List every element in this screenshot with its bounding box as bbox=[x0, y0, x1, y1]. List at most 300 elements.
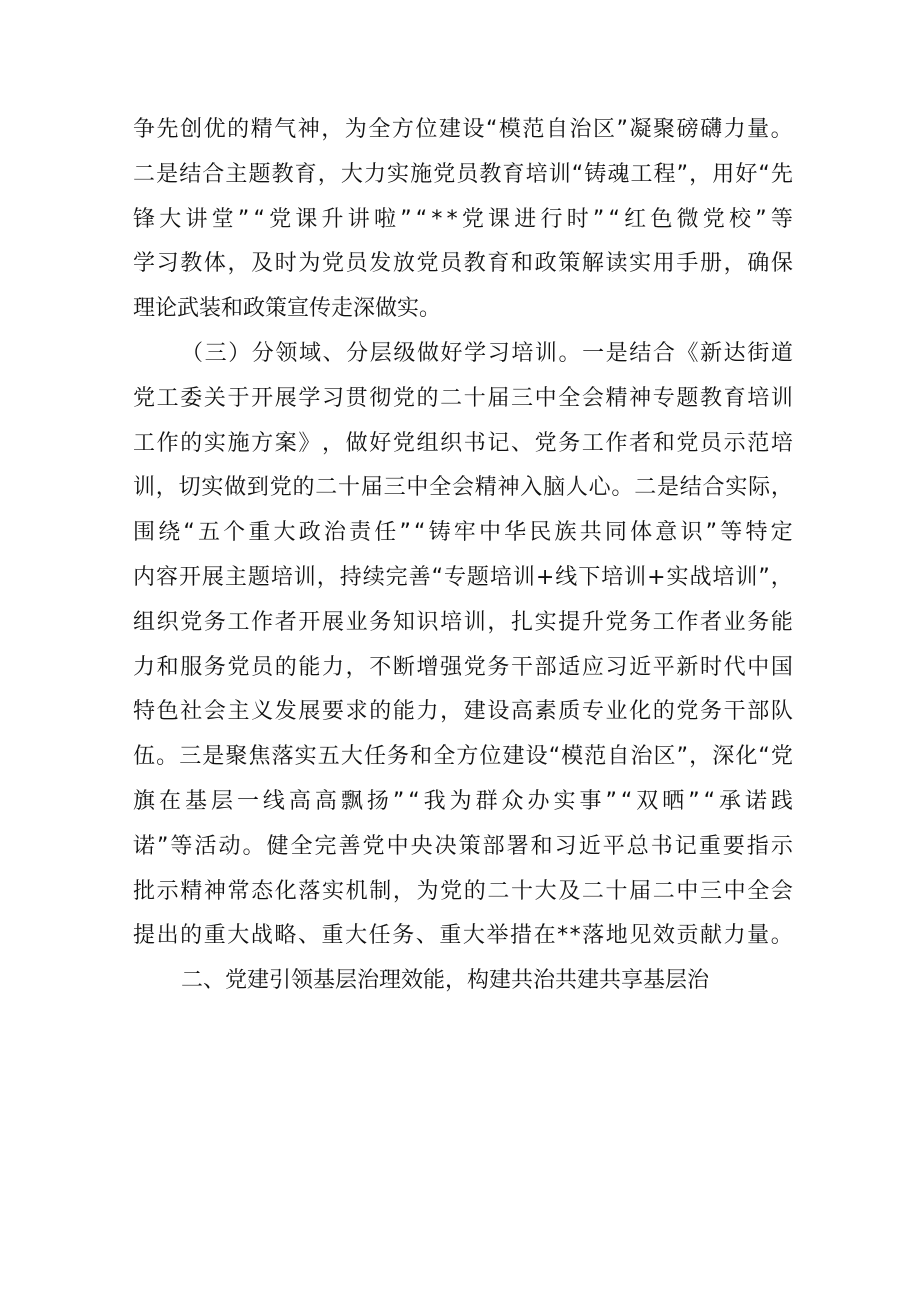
text-char: 实 bbox=[387, 161, 410, 187]
text-char: 任 bbox=[363, 744, 386, 770]
text-char: 培 bbox=[489, 564, 512, 590]
text-char: 讲 bbox=[185, 206, 208, 232]
text-char: 全 bbox=[747, 878, 770, 904]
text-char: 精 bbox=[180, 878, 203, 904]
text-char: 员 bbox=[440, 251, 463, 277]
text-char: “ bbox=[548, 744, 561, 770]
text-char: 做 bbox=[416, 340, 439, 366]
text-char: 任 bbox=[368, 923, 391, 949]
text-char: 育 bbox=[294, 161, 317, 187]
text-char: 三 bbox=[179, 744, 202, 770]
text-char: 活 bbox=[194, 833, 217, 859]
text-char: 党 bbox=[392, 385, 415, 411]
text-char: 级 bbox=[393, 340, 416, 366]
text-char: 质 bbox=[558, 699, 581, 725]
text-char: 方 bbox=[251, 430, 274, 456]
text-char: 教 bbox=[180, 251, 203, 277]
text-char: 诺 bbox=[744, 788, 767, 814]
text-char: 和 bbox=[652, 430, 675, 456]
text-line bbox=[133, 198, 793, 243]
text-char: 大 bbox=[340, 744, 363, 770]
text-char: 十 bbox=[338, 475, 361, 501]
text-char: 全 bbox=[558, 385, 581, 411]
text-char: 届 bbox=[629, 878, 652, 904]
text-char: 业 bbox=[605, 699, 628, 725]
text-char: 色 bbox=[156, 699, 179, 725]
text-char: 共 bbox=[579, 520, 602, 546]
text-char: 心 bbox=[588, 475, 611, 501]
text-char: 书 bbox=[650, 833, 673, 859]
text-char: 工 bbox=[630, 161, 653, 187]
text-char: 铸 bbox=[584, 161, 607, 187]
text-char: 续 bbox=[362, 564, 385, 590]
text-char: 、 bbox=[511, 430, 534, 456]
text-char: “ bbox=[758, 744, 770, 770]
text-char: 主 bbox=[227, 699, 250, 725]
text-char: 的 bbox=[463, 878, 486, 904]
text-char: 先 bbox=[770, 161, 793, 187]
text-char: 课 bbox=[295, 206, 318, 232]
text-char: “ bbox=[431, 564, 443, 590]
text-char: 关 bbox=[203, 385, 226, 411]
text-char: 业 bbox=[723, 609, 746, 635]
text-char: ， bbox=[689, 161, 712, 187]
text-char: 展 bbox=[298, 699, 321, 725]
text-char: ， bbox=[440, 699, 463, 725]
text-char: 扎 bbox=[511, 609, 534, 635]
text-char: 员 bbox=[345, 251, 368, 277]
text-char: 大 bbox=[345, 923, 368, 949]
text-char: 诺 bbox=[133, 833, 156, 859]
text-char: ” bbox=[592, 206, 605, 232]
text-char: 服 bbox=[180, 654, 203, 680]
text-char: 案 bbox=[274, 430, 297, 456]
text-char: 开 bbox=[251, 385, 274, 411]
text-char: 在 bbox=[158, 788, 181, 814]
text-char: 特 bbox=[133, 699, 156, 725]
text-char: “ bbox=[253, 206, 265, 232]
text-char: 题 bbox=[466, 564, 489, 590]
text-char: 保 bbox=[770, 251, 793, 277]
text-char: * bbox=[431, 206, 443, 232]
text-line bbox=[133, 242, 793, 287]
text-char: 育 bbox=[502, 161, 525, 187]
text-char: 讲 bbox=[347, 206, 370, 232]
text-char: 十 bbox=[463, 385, 486, 411]
text-char: 施 bbox=[227, 430, 250, 456]
text-char: 健 bbox=[266, 833, 289, 859]
text-char: 方 bbox=[456, 744, 479, 770]
text-char: ” bbox=[392, 788, 405, 814]
text-char: 训 bbox=[293, 564, 316, 590]
text-char: 党 bbox=[416, 251, 439, 277]
text-char: 用 bbox=[712, 161, 735, 187]
text-char: 事 bbox=[579, 788, 602, 814]
text-run: 二、党建引领基层治理效能，构建共治共建共享基层治 bbox=[181, 968, 710, 994]
text-char: 。 bbox=[611, 475, 634, 501]
text-char: 特 bbox=[745, 520, 768, 546]
text-char: 实 bbox=[294, 744, 317, 770]
text-char: 干 bbox=[723, 699, 746, 725]
text-char: 好 bbox=[369, 430, 392, 456]
text-char: 员 bbox=[251, 654, 274, 680]
text-char: 会 bbox=[203, 699, 226, 725]
text-char: 线 bbox=[555, 564, 578, 590]
section-heading-line bbox=[133, 332, 793, 377]
text-char: 位 bbox=[415, 117, 438, 142]
text-char: 神 bbox=[297, 117, 320, 142]
text-char: 届 bbox=[487, 385, 510, 411]
text-char: 围 bbox=[133, 520, 156, 546]
text-char: 力 bbox=[416, 699, 439, 725]
text-char: 等 bbox=[770, 206, 793, 232]
text-char: ， bbox=[321, 117, 344, 142]
text-char: 习 bbox=[322, 385, 345, 411]
text-char: 党 bbox=[770, 744, 793, 770]
text-char: 磅 bbox=[676, 117, 699, 142]
text-char: 贡 bbox=[676, 923, 699, 949]
text-char: 域 bbox=[298, 340, 321, 366]
text-char: 治 bbox=[630, 744, 653, 770]
text-char: 及 bbox=[558, 878, 581, 904]
text-char: 五 bbox=[317, 744, 340, 770]
text-char: 确 bbox=[747, 251, 770, 277]
text-char: 中 bbox=[386, 833, 409, 859]
text-char: 提 bbox=[558, 609, 581, 635]
text-char: 精 bbox=[474, 475, 497, 501]
text-char: ” bbox=[676, 744, 689, 770]
text-char: 聚 bbox=[225, 744, 248, 770]
text-char: 持 bbox=[339, 564, 362, 590]
text-char: 用 bbox=[652, 251, 675, 277]
text-char: “ bbox=[703, 788, 715, 814]
text-char: 为 bbox=[416, 878, 439, 904]
text-char: 实 bbox=[629, 251, 652, 277]
text-char: 色 bbox=[650, 206, 673, 232]
text-char: ” bbox=[157, 833, 169, 859]
text-char: 能 bbox=[298, 654, 321, 680]
text-char: 、 bbox=[322, 340, 345, 366]
text-char: 内 bbox=[133, 564, 156, 590]
text-char: + bbox=[647, 564, 666, 590]
text-char: 适 bbox=[558, 654, 581, 680]
text-char: 升 bbox=[581, 609, 604, 635]
text-line bbox=[133, 466, 793, 511]
text-char: 断 bbox=[392, 654, 415, 680]
text-char: 总 bbox=[626, 833, 649, 859]
text-char: 培 bbox=[770, 430, 793, 456]
text-line bbox=[133, 377, 793, 422]
text-char: 中 bbox=[534, 385, 557, 411]
text-char: 学 bbox=[298, 385, 321, 411]
text-char: 识 bbox=[416, 609, 439, 635]
text-char: 培 bbox=[511, 340, 534, 366]
text-char: 织 bbox=[156, 609, 179, 635]
text-char: 工 bbox=[133, 430, 156, 456]
text-char: 的 bbox=[180, 923, 203, 949]
text-char: ， bbox=[155, 475, 178, 501]
text-char: 三 bbox=[383, 475, 406, 501]
text-char: 重 bbox=[698, 833, 721, 859]
text-char: 实 bbox=[666, 564, 689, 590]
text-line bbox=[133, 690, 793, 735]
text-char: ” bbox=[676, 161, 689, 187]
text-char: 扬 bbox=[366, 788, 389, 814]
text-char: 效 bbox=[652, 923, 675, 949]
text-char: 地 bbox=[605, 923, 628, 949]
text-char: 工 bbox=[227, 609, 250, 635]
text-char: 放 bbox=[392, 251, 415, 277]
text-char: 的 bbox=[369, 699, 392, 725]
text-char: ， bbox=[345, 654, 368, 680]
text-char: 党 bbox=[392, 430, 415, 456]
text-char: 的 bbox=[274, 654, 297, 680]
text-char: 脑 bbox=[543, 475, 566, 501]
text-char: 凝 bbox=[629, 117, 652, 142]
text-char: 要 bbox=[322, 699, 345, 725]
text-char: 等 bbox=[720, 520, 743, 546]
text-char: 的 bbox=[292, 475, 315, 501]
text-char: 道 bbox=[770, 340, 793, 366]
text-char: 合 bbox=[652, 340, 675, 366]
text-char: ” bbox=[399, 520, 411, 546]
text-char: 合 bbox=[202, 161, 225, 187]
text-char: 务 bbox=[369, 609, 392, 635]
text-char: 建 bbox=[438, 117, 461, 142]
text-char: 措 bbox=[510, 923, 533, 949]
text-char: 一 bbox=[582, 340, 605, 366]
text-char: 实 bbox=[553, 788, 576, 814]
text-char: 务 bbox=[629, 609, 652, 635]
text-char: 三 bbox=[511, 385, 534, 411]
text-char: 同 bbox=[604, 520, 627, 546]
text-char: 学 bbox=[464, 340, 487, 366]
text-char: 程 bbox=[653, 161, 676, 187]
text-run: 理论武装和政策宣传走深做实。 bbox=[133, 296, 442, 322]
text-char: 神 bbox=[629, 385, 652, 411]
text-char: 略 bbox=[274, 923, 297, 949]
text-char: 学 bbox=[133, 251, 156, 277]
text-char: 二 bbox=[133, 161, 156, 187]
text-char: 。 bbox=[770, 923, 793, 949]
text-char: 牢 bbox=[453, 520, 476, 546]
text-char: 力 bbox=[363, 161, 386, 187]
text-char: 族 bbox=[554, 520, 577, 546]
text-char: 中 bbox=[676, 878, 699, 904]
text-char: 强 bbox=[440, 654, 463, 680]
text-char: 做 bbox=[345, 430, 368, 456]
text-char: * bbox=[446, 206, 458, 232]
text-char: 校 bbox=[729, 206, 752, 232]
text-line bbox=[133, 153, 793, 198]
text-char: 题 bbox=[247, 564, 270, 590]
text-char: 层 bbox=[210, 788, 233, 814]
text-char: 先 bbox=[156, 117, 179, 142]
text-char: 会 bbox=[770, 878, 793, 904]
text-char: “ bbox=[414, 520, 426, 546]
text-char: 为 bbox=[344, 117, 367, 142]
text-char: ， bbox=[316, 564, 339, 590]
text-char: 大 bbox=[159, 206, 182, 232]
text-char: 设 bbox=[525, 744, 548, 770]
text-char: 大 bbox=[340, 161, 363, 187]
text-char: 位 bbox=[479, 744, 502, 770]
text-char: 完 bbox=[385, 564, 408, 590]
text-line bbox=[133, 735, 793, 780]
text-char: 专 bbox=[581, 699, 604, 725]
text-char: 结 bbox=[179, 161, 202, 187]
text-char: 好 bbox=[735, 161, 758, 187]
text-char: 者 bbox=[629, 430, 652, 456]
text-char: 的 bbox=[652, 699, 675, 725]
text-char: 责 bbox=[349, 520, 372, 546]
text-char: 大 bbox=[227, 923, 250, 949]
text-char: 是 bbox=[605, 340, 628, 366]
text-char: 量 bbox=[747, 923, 770, 949]
text-char: 线 bbox=[262, 788, 285, 814]
text-char: 动 bbox=[218, 833, 241, 859]
text-char: 力 bbox=[133, 654, 156, 680]
text-char: 制 bbox=[369, 878, 392, 904]
text-char: 落 bbox=[271, 744, 294, 770]
text-char: 做 bbox=[224, 475, 247, 501]
text-char: 完 bbox=[314, 833, 337, 859]
text-char: 党 bbox=[702, 206, 725, 232]
text-char: 为 bbox=[298, 251, 321, 277]
text-char: ， bbox=[770, 475, 793, 501]
text-char: 策 bbox=[458, 833, 481, 859]
text-char: 机 bbox=[345, 878, 368, 904]
text-char: 央 bbox=[410, 833, 433, 859]
text-char: 务 bbox=[487, 654, 510, 680]
text-char: 务 bbox=[392, 923, 415, 949]
text-char: 训 bbox=[512, 564, 535, 590]
text-char: 重 bbox=[321, 923, 344, 949]
text-char: 化 bbox=[629, 699, 652, 725]
text-char: 训 bbox=[624, 564, 647, 590]
text-char: 党 bbox=[440, 878, 463, 904]
text-char: 争 bbox=[133, 117, 156, 142]
text-char: 分 bbox=[346, 340, 369, 366]
text-char: 十 bbox=[605, 878, 628, 904]
text-char: 全 bbox=[290, 833, 313, 859]
text-char: ” bbox=[688, 788, 700, 814]
text-char: 中 bbox=[406, 475, 429, 501]
text-char: “ bbox=[485, 117, 498, 142]
text-char: 党 bbox=[180, 609, 203, 635]
text-char: 培 bbox=[440, 609, 463, 635]
text-char: 五 bbox=[197, 520, 220, 546]
text-char: 个 bbox=[223, 520, 246, 546]
text-char: ” bbox=[616, 117, 628, 142]
text-char: 训 bbox=[463, 609, 486, 635]
text-char: 设 bbox=[487, 699, 510, 725]
text-char: 教 bbox=[463, 251, 486, 277]
text-char: 化 bbox=[274, 878, 297, 904]
text-char: 领 bbox=[275, 340, 298, 366]
text-char: ） bbox=[228, 340, 251, 366]
text-char: 一 bbox=[236, 788, 259, 814]
text-char: （ bbox=[181, 340, 204, 366]
text-char: 模 bbox=[561, 744, 584, 770]
text-char: 力 bbox=[723, 923, 746, 949]
text-char: 结 bbox=[679, 475, 702, 501]
text-char: 组 bbox=[133, 609, 156, 635]
text-char: 容 bbox=[155, 564, 178, 590]
text-char: 重 bbox=[203, 923, 226, 949]
text-char: 届 bbox=[360, 475, 383, 501]
text-char: 近 bbox=[578, 833, 601, 859]
text-char: 解 bbox=[581, 251, 604, 277]
text-line bbox=[133, 108, 793, 153]
text-char: 大 bbox=[462, 923, 485, 949]
text-char: 彻 bbox=[369, 385, 392, 411]
text-char: 主 bbox=[224, 564, 247, 590]
text-char: + bbox=[535, 564, 555, 590]
text-char: 教 bbox=[271, 161, 294, 187]
text-char: 全 bbox=[433, 744, 456, 770]
text-char: 承 bbox=[718, 788, 741, 814]
text-char: ， bbox=[392, 878, 415, 904]
text-char: 等 bbox=[170, 833, 193, 859]
text-char: 题 bbox=[248, 161, 271, 187]
text-char: 部 bbox=[482, 833, 505, 859]
text-char: 。 bbox=[770, 117, 793, 142]
text-char: 员 bbox=[700, 430, 723, 456]
text-char: 新 bbox=[676, 654, 699, 680]
text-char: 课 bbox=[488, 206, 511, 232]
text-char: 和 bbox=[156, 654, 179, 680]
text-char: 优 bbox=[203, 117, 226, 142]
text-char: 飘 bbox=[340, 788, 363, 814]
text-line bbox=[133, 825, 793, 870]
text-char: 精 bbox=[605, 385, 628, 411]
text-char: 落 bbox=[582, 923, 605, 949]
text-char: “ bbox=[408, 788, 420, 814]
text-char: “ bbox=[608, 206, 620, 232]
text-char: 达 bbox=[723, 340, 746, 366]
text-char: 入 bbox=[520, 475, 543, 501]
text-char: 党 bbox=[269, 206, 292, 232]
text-char: 提 bbox=[133, 923, 156, 949]
text-char: 务 bbox=[747, 609, 770, 635]
text-char: 中 bbox=[747, 654, 770, 680]
text-char: 双 bbox=[636, 788, 659, 814]
text-char: 自 bbox=[607, 744, 630, 770]
text-char: 知 bbox=[392, 609, 415, 635]
text-char: 读 bbox=[605, 251, 628, 277]
text-char: 二 bbox=[581, 878, 604, 904]
text-char: 党 bbox=[322, 251, 345, 277]
text-char: 伍 bbox=[133, 744, 156, 770]
text-char: 是 bbox=[156, 161, 179, 187]
text-char: 创 bbox=[180, 117, 203, 142]
text-char: 焦 bbox=[248, 744, 271, 770]
text-char: 二 bbox=[440, 385, 463, 411]
text-char: 手 bbox=[676, 251, 699, 277]
text-char: 旗 bbox=[133, 788, 156, 814]
text-char: 区 bbox=[653, 744, 676, 770]
text-char: 专 bbox=[652, 385, 675, 411]
text-char: 践 bbox=[770, 788, 793, 814]
text-char: 国 bbox=[770, 654, 793, 680]
text-char: 晒 bbox=[662, 788, 685, 814]
text-char: “ bbox=[620, 788, 633, 814]
text-char: “ bbox=[758, 161, 770, 187]
text-char: 绕 bbox=[158, 520, 181, 546]
text-char: 示 bbox=[156, 878, 179, 904]
text-line bbox=[133, 870, 793, 915]
